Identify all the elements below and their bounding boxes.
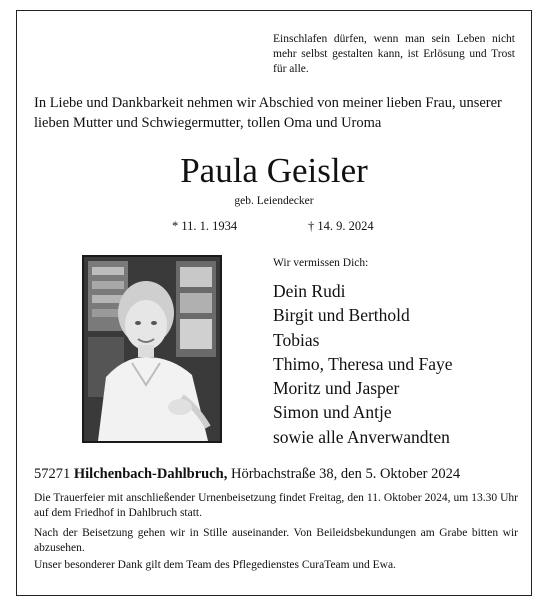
mourner-item: Birgit und Berthold [273, 305, 410, 326]
address-and-date: Hörbachstraße 38, den 5. Oktober 2024 [230, 466, 461, 482]
portrait-photo [82, 255, 222, 443]
mourner-item: Thimo, Theresa und Faye [273, 353, 453, 374]
mourners-list [273, 279, 453, 449]
condolence-notice: Nach der Beisetzung gehen wir in Stille auseinander. Von Beileidsbekundungen am Grabe bitten wir abzusehen. [34, 527, 518, 554]
motto-quote: Einschlafen dürfen, wenn man sein Leben nicht mehr selbst gestalten kann, ist Erlösung und Trost für alle. [273, 33, 515, 75]
mourner-item: Moritz und Jasper [273, 378, 400, 399]
postal-code: 57271 [34, 466, 71, 482]
intro-text: In Liebe und Dankbarkeit nehmen wir Abschied von meiner lieben Frau, unserer lieben Mutter und Schwiegermutter, tollen Oma und Uroma [34, 95, 502, 131]
deceased-name: Paula Geisler [180, 151, 368, 190]
mourner-item: Simon und Antje [273, 402, 392, 423]
death-date: † 14. 9. 2024 [308, 219, 374, 233]
maiden-name: geb. Leiendecker [234, 195, 314, 207]
mourner-item: Dein Rudi [273, 281, 346, 301]
portrait-image [84, 257, 220, 441]
mourner-item: Tobias [273, 329, 320, 350]
funeral-notice: Die Trauerfeier mit anschließender Urnenbeisetzung findet Freitag, den 11. Oktober 2024, um 13.30 Uhr auf dem Friedhof in Dahlbruch statt. [34, 492, 518, 519]
thanks-notice: Unser besonderer Dank gilt dem Team des Pflegedienstes CuraTeam und Ewa. [34, 559, 396, 571]
town-name: Hilchenbach-Dahlbruch, [73, 466, 228, 482]
miss-label: Wir vermissen Dich: [273, 257, 369, 269]
mourner-item: sowie alle Anverwandten [273, 426, 450, 447]
address-date-line [34, 466, 460, 483]
birth-date: * 11. 1. 1934 [172, 219, 238, 233]
